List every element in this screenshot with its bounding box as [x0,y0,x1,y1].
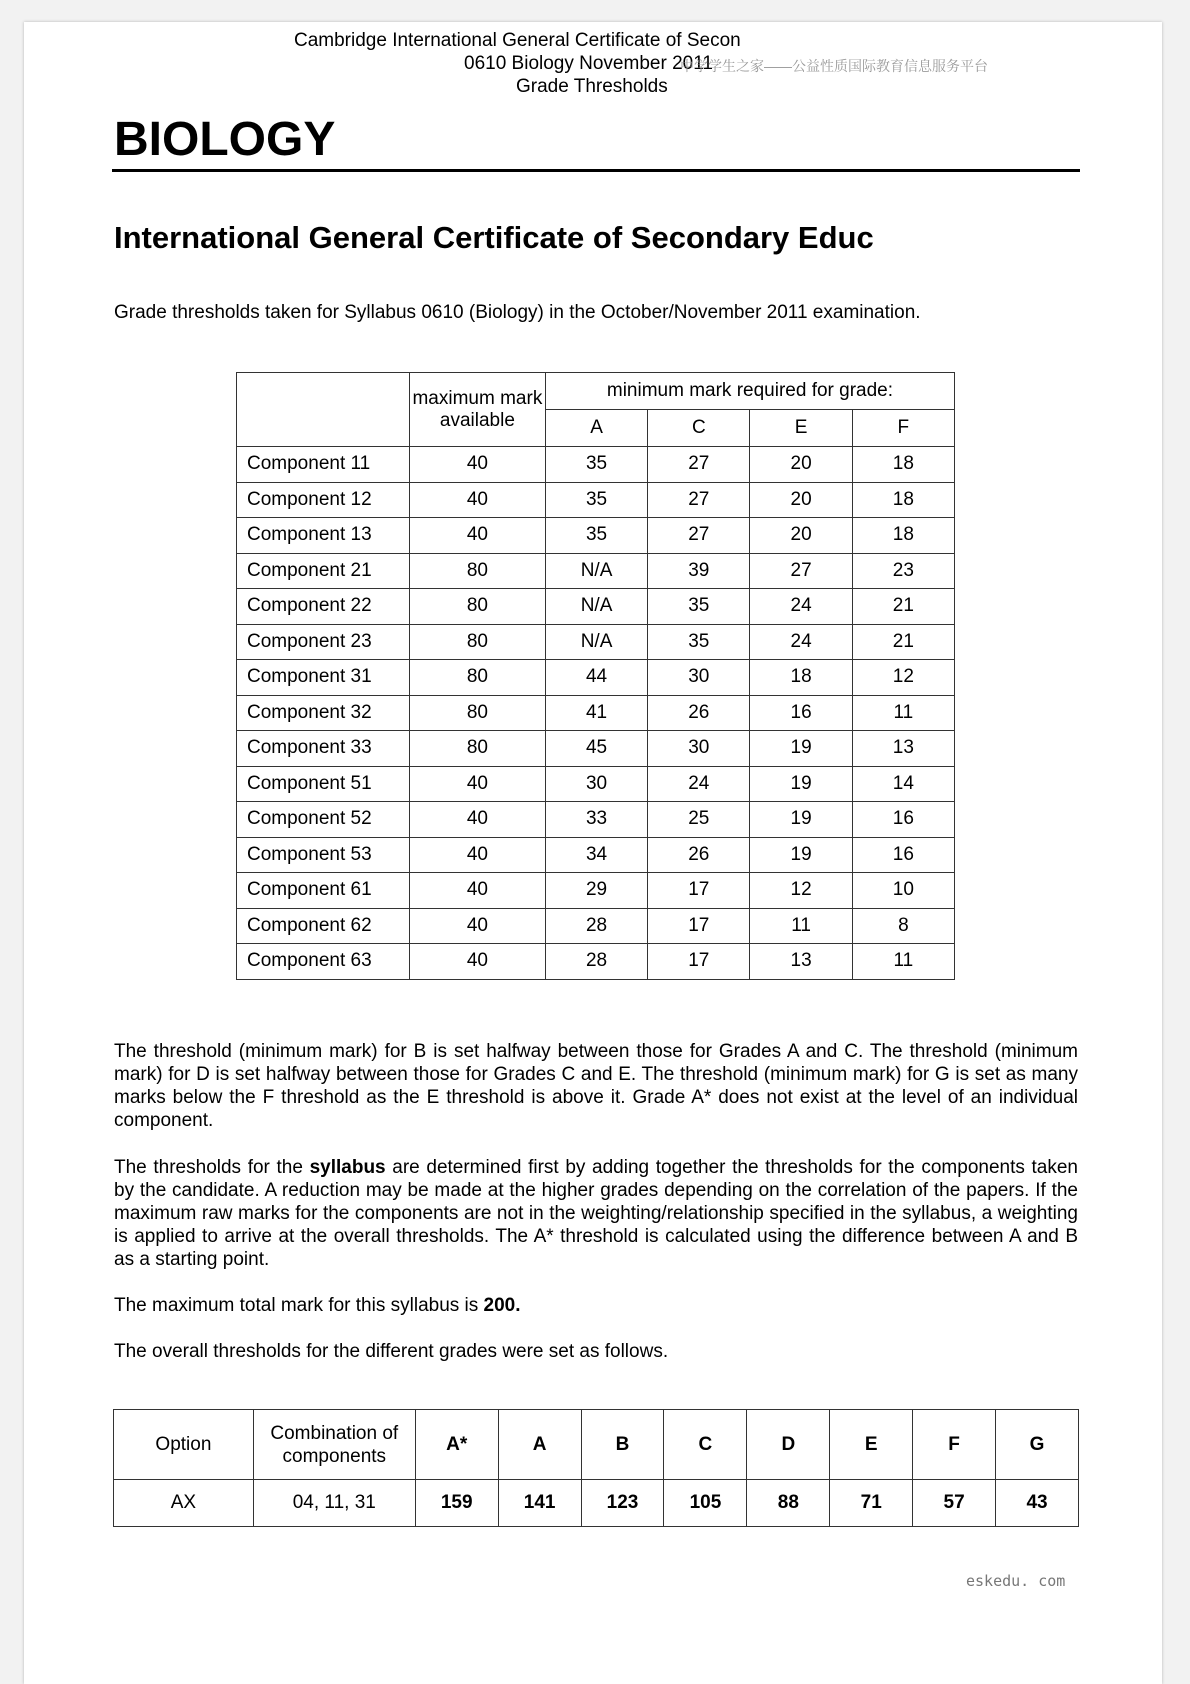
grade-a-cell: 34 [545,837,647,873]
grade-f-cell: 21 [852,589,954,625]
grade-a-cell: 35 [545,447,647,483]
overall-grade-value: 43 [996,1480,1079,1527]
paragraph-max-total [114,1294,1078,1317]
grade-c-cell: 30 [648,660,750,696]
grade-c-cell: 27 [648,518,750,554]
table-row [237,731,955,767]
grade-a-cell: N/A [545,589,647,625]
grade-e-cell: 18 [750,660,852,696]
grade-a-cell: N/A [545,553,647,589]
combination-cell: 04, 11, 31 [253,1480,415,1527]
table-row [237,695,955,731]
grade-e-cell: 20 [750,482,852,518]
grade-c-cell: 30 [648,731,750,767]
grade-f-cell: 18 [852,518,954,554]
option-header: Option [114,1410,254,1480]
max-mark-cell: 40 [409,766,545,802]
table-row [237,837,955,873]
min-mark-header: minimum mark required for grade: [545,373,954,410]
p2-text-before: The thresholds for the [114,1157,310,1178]
grade-e-cell: 19 [750,731,852,767]
grade-a-cell: 35 [545,482,647,518]
grade-f-cell: 16 [852,837,954,873]
max-mark-cell: 40 [409,802,545,838]
grade-f-cell: 11 [852,695,954,731]
grade-a-cell: 33 [545,802,647,838]
overall-grade-header: A* [415,1410,498,1480]
component-label: Component 11 [237,447,410,483]
grade-a-cell: 29 [545,873,647,909]
grade-f-cell: 23 [852,553,954,589]
overall-grade-value: 159 [415,1480,498,1527]
overall-grade-header: G [996,1410,1079,1480]
overall-grade-header: F [913,1410,996,1480]
component-label: Component 53 [237,837,410,873]
p3-bold-total: 200. [483,1295,521,1316]
grade-e-cell: 27 [750,553,852,589]
overall-grade-value: 88 [747,1480,830,1527]
grade-c-cell: 39 [648,553,750,589]
max-mark-cell: 40 [409,837,545,873]
max-mark-cell: 40 [409,873,545,909]
table-header-row [237,373,955,410]
grade-f-cell: 16 [852,802,954,838]
grade-c-cell: 35 [648,624,750,660]
grade-c-cell: 35 [648,589,750,625]
grade-e-cell: 19 [750,802,852,838]
overall-grade-header: B [581,1410,664,1480]
table-row [237,944,955,980]
max-mark-cell: 80 [409,731,545,767]
grade-e-cell: 12 [750,873,852,909]
table-row [237,802,955,838]
overall-data-row [114,1480,1079,1527]
grade-c-cell: 27 [648,482,750,518]
table-row [237,624,955,660]
grade-a-cell: 30 [545,766,647,802]
grade-c-cell: 17 [648,908,750,944]
grade-a-cell: 41 [545,695,647,731]
grade-a-cell: 28 [545,908,647,944]
table-row [237,518,955,554]
overall-grade-value: 71 [830,1480,913,1527]
grade-f-cell: 21 [852,624,954,660]
table-row [237,482,955,518]
max-mark-cell: 80 [409,695,545,731]
grade-e-cell: 20 [750,447,852,483]
component-label: Component 22 [237,589,410,625]
component-label: Component 63 [237,944,410,980]
grade-a-cell: 28 [545,944,647,980]
component-label: Component 62 [237,908,410,944]
overall-grade-value: 141 [498,1480,581,1527]
overall-grade-header: C [664,1410,747,1480]
grade-f-cell: 14 [852,766,954,802]
component-label: Component 52 [237,802,410,838]
max-mark-cell: 40 [409,518,545,554]
table-row [237,447,955,483]
component-label: Component 32 [237,695,410,731]
component-label: Component 33 [237,731,410,767]
header-line-3: Grade Thresholds [516,76,668,97]
max-mark-cell: 40 [409,908,545,944]
grade-f-cell: 18 [852,482,954,518]
paragraph-grade-thresholds: The threshold (minimum mark) for B is set halfway between those for Grades A and C. The threshold (minimum mark) for D is set halfway between those for Grades C and E. The threshold (minimum mark) for G is set as many marks below the F threshold as the E threshold is above it. Grade A* does not exist at the level of an individual component. [114,1041,1078,1131]
grade-e-cell: 19 [750,766,852,802]
empty-header-cell [237,373,410,447]
grade-header: C [648,410,750,447]
max-mark-cell: 80 [409,660,545,696]
component-label: Component 21 [237,553,410,589]
grade-f-cell: 12 [852,660,954,696]
grade-e-cell: 16 [750,695,852,731]
grade-header: F [852,410,954,447]
max-mark-cell: 80 [409,553,545,589]
grade-f-cell: 8 [852,908,954,944]
grade-c-cell: 24 [648,766,750,802]
option-cell: AX [114,1480,254,1527]
grade-e-cell: 24 [750,624,852,660]
component-label: Component 23 [237,624,410,660]
grade-f-cell: 10 [852,873,954,909]
table-row [237,553,955,589]
grade-e-cell: 20 [750,518,852,554]
table-row [237,908,955,944]
component-label: Component 13 [237,518,410,554]
grade-c-cell: 17 [648,873,750,909]
overall-grade-value: 123 [581,1480,664,1527]
p3-text: The maximum total mark for this syllabus is [114,1295,484,1316]
overall-grade-value: 57 [913,1480,996,1527]
component-label: Component 61 [237,873,410,909]
max-mark-cell: 40 [409,447,545,483]
grade-c-cell: 25 [648,802,750,838]
table-row [237,873,955,909]
table-row [237,660,955,696]
max-mark-header: maximum mark available [409,373,545,447]
table-row [237,766,955,802]
paragraph-overall: The overall thresholds for the different grades were set as follows. [114,1341,669,1362]
grade-e-cell: 24 [750,589,852,625]
overall-grade-header: A [498,1410,581,1480]
component-label: Component 51 [237,766,410,802]
page-title: BIOLOGY [114,113,336,166]
table-row [237,589,955,625]
grade-f-cell: 11 [852,944,954,980]
grade-c-cell: 26 [648,837,750,873]
overall-header-row [114,1410,1079,1480]
grade-c-cell: 27 [648,447,750,483]
max-mark-cell: 40 [409,944,545,980]
grade-header: E [750,410,852,447]
grade-f-cell: 13 [852,731,954,767]
max-mark-cell: 40 [409,482,545,518]
component-label: Component 12 [237,482,410,518]
overall-grade-header: E [830,1410,913,1480]
intro-text: Grade thresholds taken for Syllabus 0610 (Biology) in the October/November 2011 examination. [114,302,921,323]
grade-c-cell: 17 [648,944,750,980]
p2-bold-syllabus: syllabus [309,1157,386,1178]
grade-e-cell: 19 [750,837,852,873]
footer-site: eskedu. com [966,1572,1066,1590]
component-thresholds-table [236,372,955,980]
overall-grade-header: D [747,1410,830,1480]
grade-a-cell: 44 [545,660,647,696]
watermark-text: 中学学生之家——公益性质国际教育信息服务平台 [680,58,988,74]
grade-header: A [545,410,647,447]
grade-e-cell: 13 [750,944,852,980]
grade-e-cell: 11 [750,908,852,944]
page-subtitle: International General Certificate of Secondary Educ [114,220,874,255]
grade-a-cell: N/A [545,624,647,660]
grade-c-cell: 26 [648,695,750,731]
paragraph-syllabus-thresholds [114,1156,1078,1271]
grade-f-cell: 18 [852,447,954,483]
header-line-1: Cambridge International General Certificate of Secon [294,30,741,51]
overall-thresholds-table [113,1409,1079,1527]
combination-header: Combination of components [253,1410,415,1480]
p2-text-after: are determined first by adding together the thresholds for the components taken by the candidate. A reduction may be made at the higher grades depending on the correlation of the papers. If the maximum raw marks for the components are not in the weighting/relationship specified in the syllabus, a weighting is applied to arrive at the overall thresholds. The A* threshold is calculated using the difference between A and B as a starting point. [114,1157,1078,1270]
max-mark-cell: 80 [409,624,545,660]
grade-a-cell: 45 [545,731,647,767]
title-divider [112,169,1080,172]
component-label: Component 31 [237,660,410,696]
max-mark-cell: 80 [409,589,545,625]
header-line-2: 0610 Biology November 2011 [464,53,713,74]
grade-a-cell: 35 [545,518,647,554]
overall-grade-value: 105 [664,1480,747,1527]
